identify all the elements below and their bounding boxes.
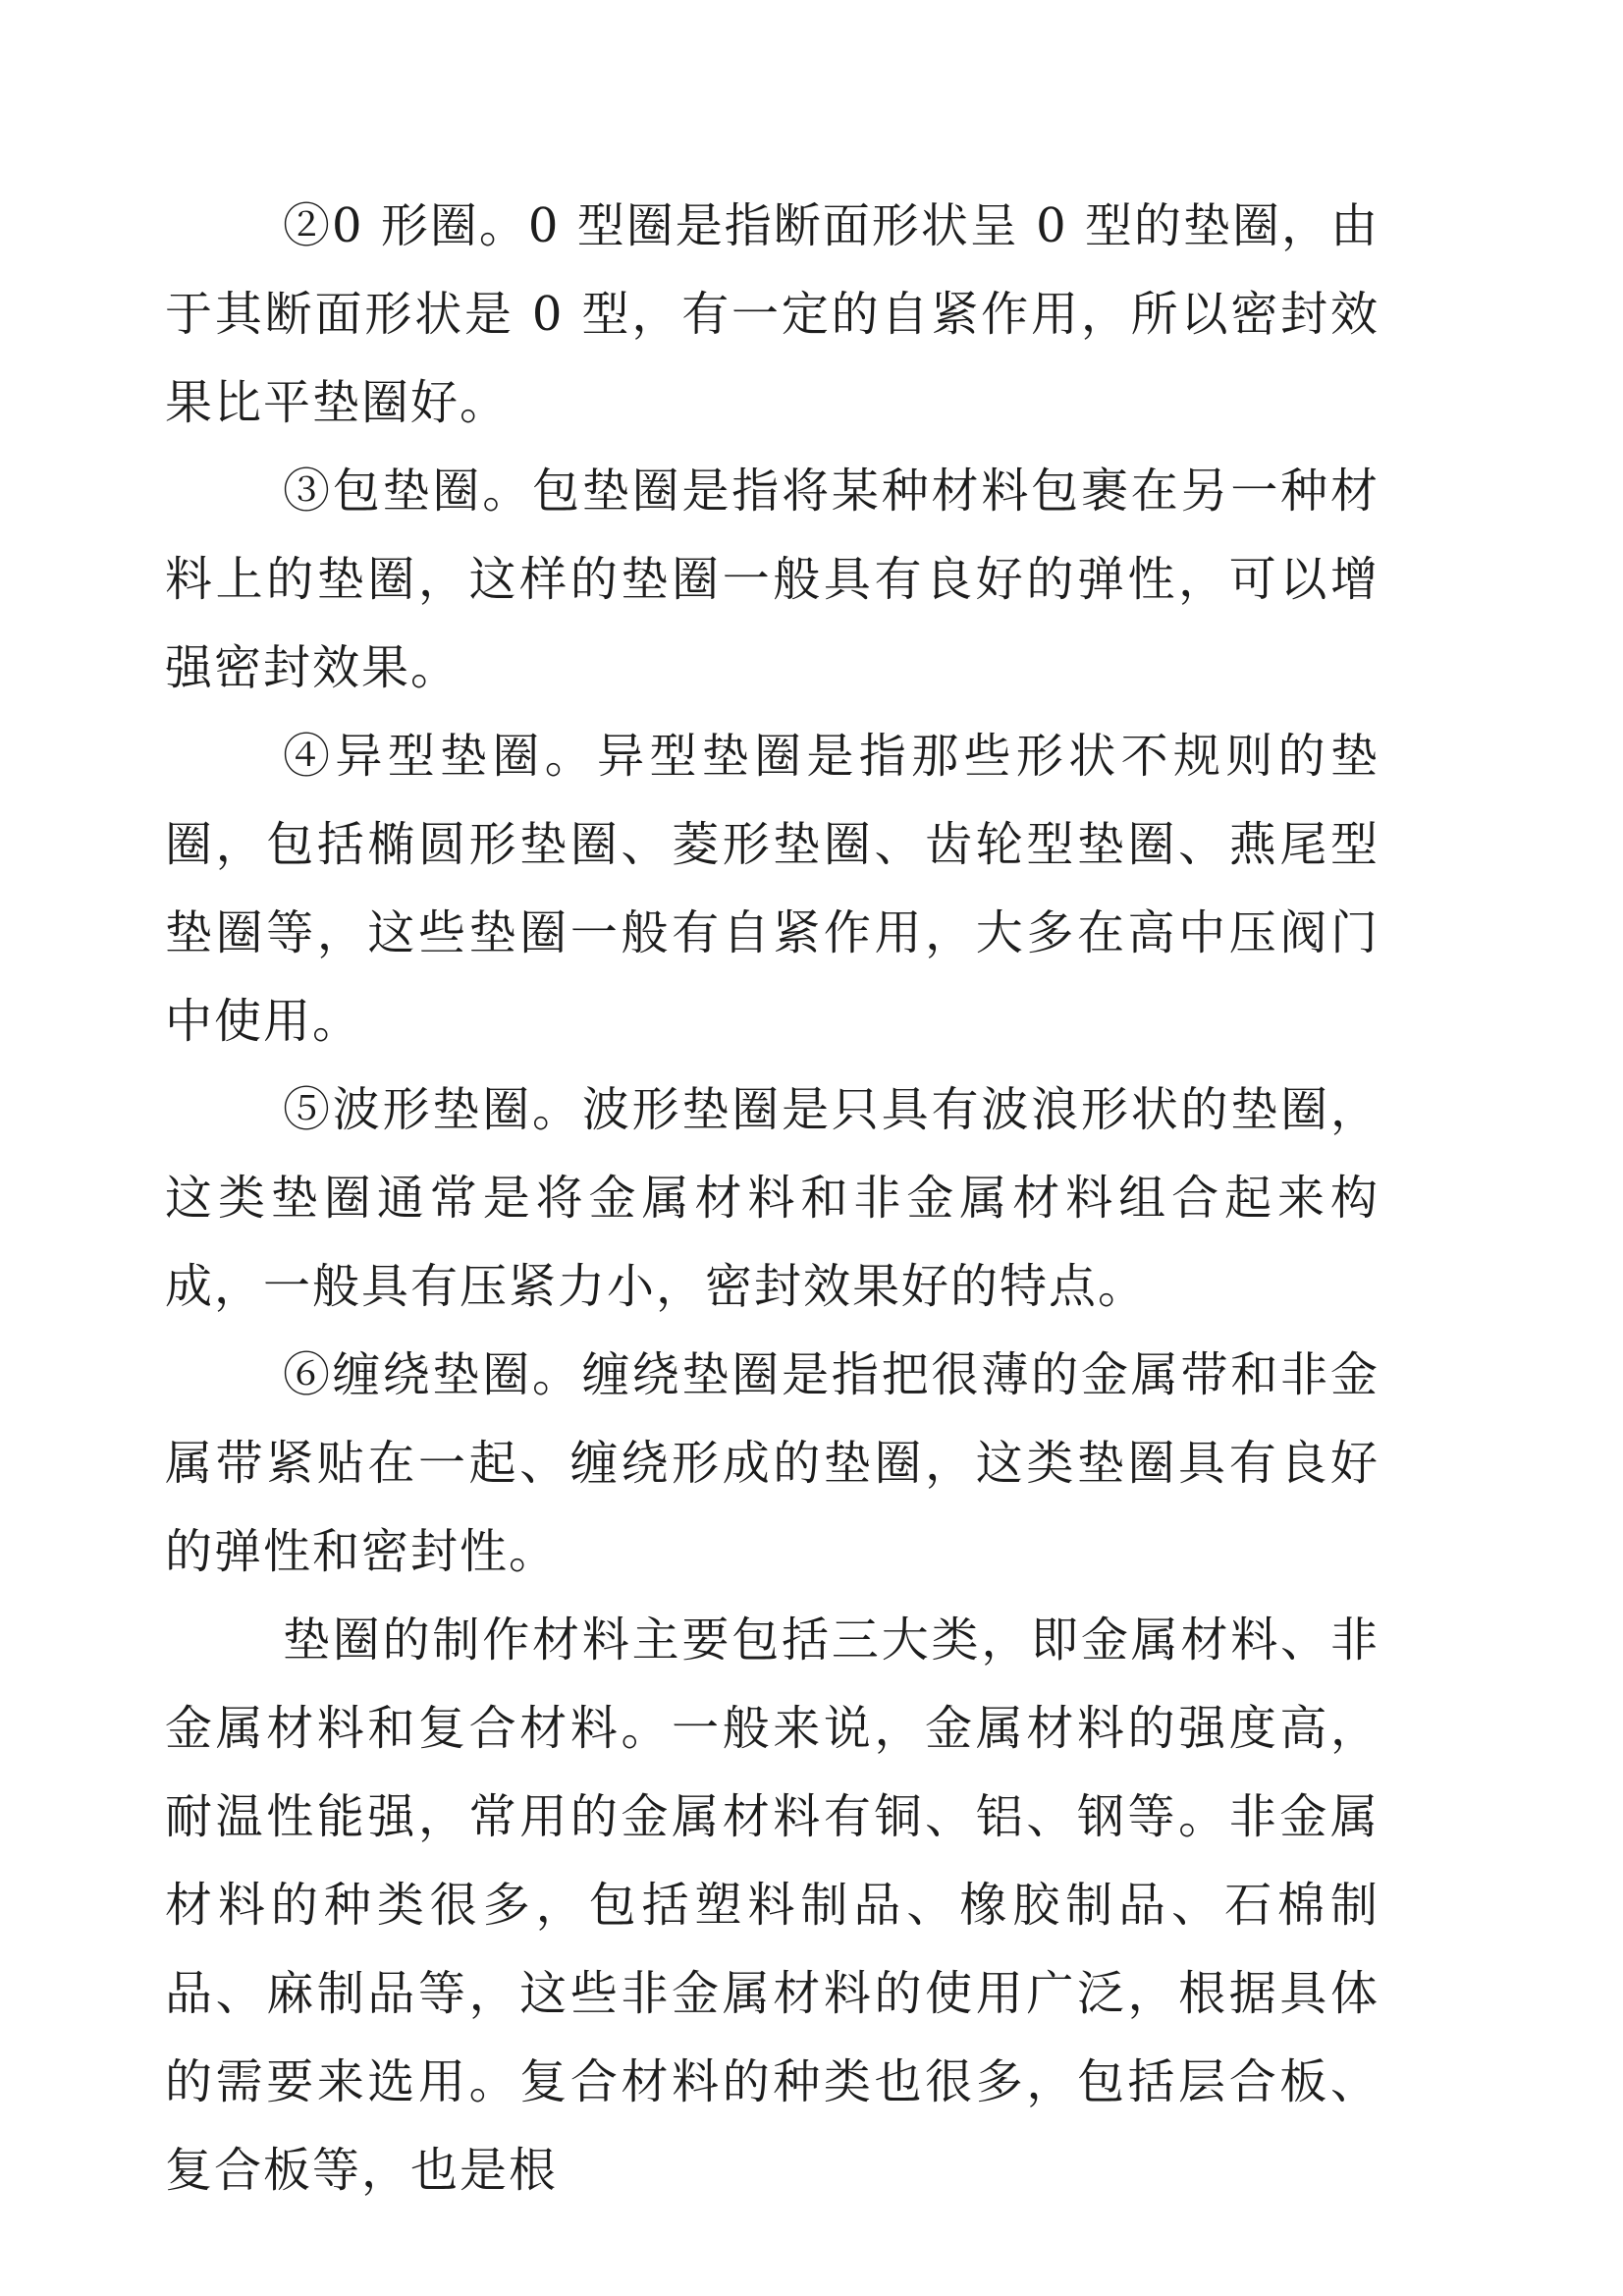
- paragraph-gasket-materials: 垫圈的制作材料主要包括三大类，即金属材料、非金属材料和复合材料。一般来说，金属材料的强度高，耐温性能强，常用的金属材料有铜、铝、钢等。非金属材料的种类很多，包括塑料制品、橡胶制品、石棉制品、麻制品等，这些非金属材料的使用广泛，根据具体的需要来选用。复合材料的种类也很多，包括层合板、复合板等，也是根: [165, 1613, 1380, 2198]
- paragraph-o-ring: ②0 形圈。0 型圈是指断面形状呈 0 型的垫圈，由于其断面形状是 0 型，有一定的自紧作用，所以密封效果比平垫圈好。: [165, 198, 1380, 430]
- paragraph-special-shape-gasket: ④异型垫圈。异型垫圈是指那些形状不规则的垫圈，包括椭圆形垫圈、菱形垫圈、齿轮型垫圈、燕尾型垫圈等，这些垫圈一般有自紧作用，大多在高中压阀门中使用。: [165, 729, 1380, 1049]
- paragraph-wrapped-gasket: ③包垫圈。包垫圈是指将某种材料包裹在另一种材料上的垫圈，这样的垫圈一般具有良好的弹性，可以增强密封效果。: [165, 464, 1380, 695]
- paragraph-spiral-wound-gasket: ⑥缠绕垫圈。缠绕垫圈是指把很薄的金属带和非金属带紧贴在一起、缠绕形成的垫圈，这类垫圈具有良好的弹性和密封性。: [165, 1347, 1380, 1579]
- paragraph-wave-gasket: ⑤波形垫圈。波形垫圈是只具有波浪形状的垫圈，这类垫圈通常是将金属材料和非金属材料组合起来构成，一般具有压紧力小，密封效果好的特点。: [165, 1082, 1380, 1314]
